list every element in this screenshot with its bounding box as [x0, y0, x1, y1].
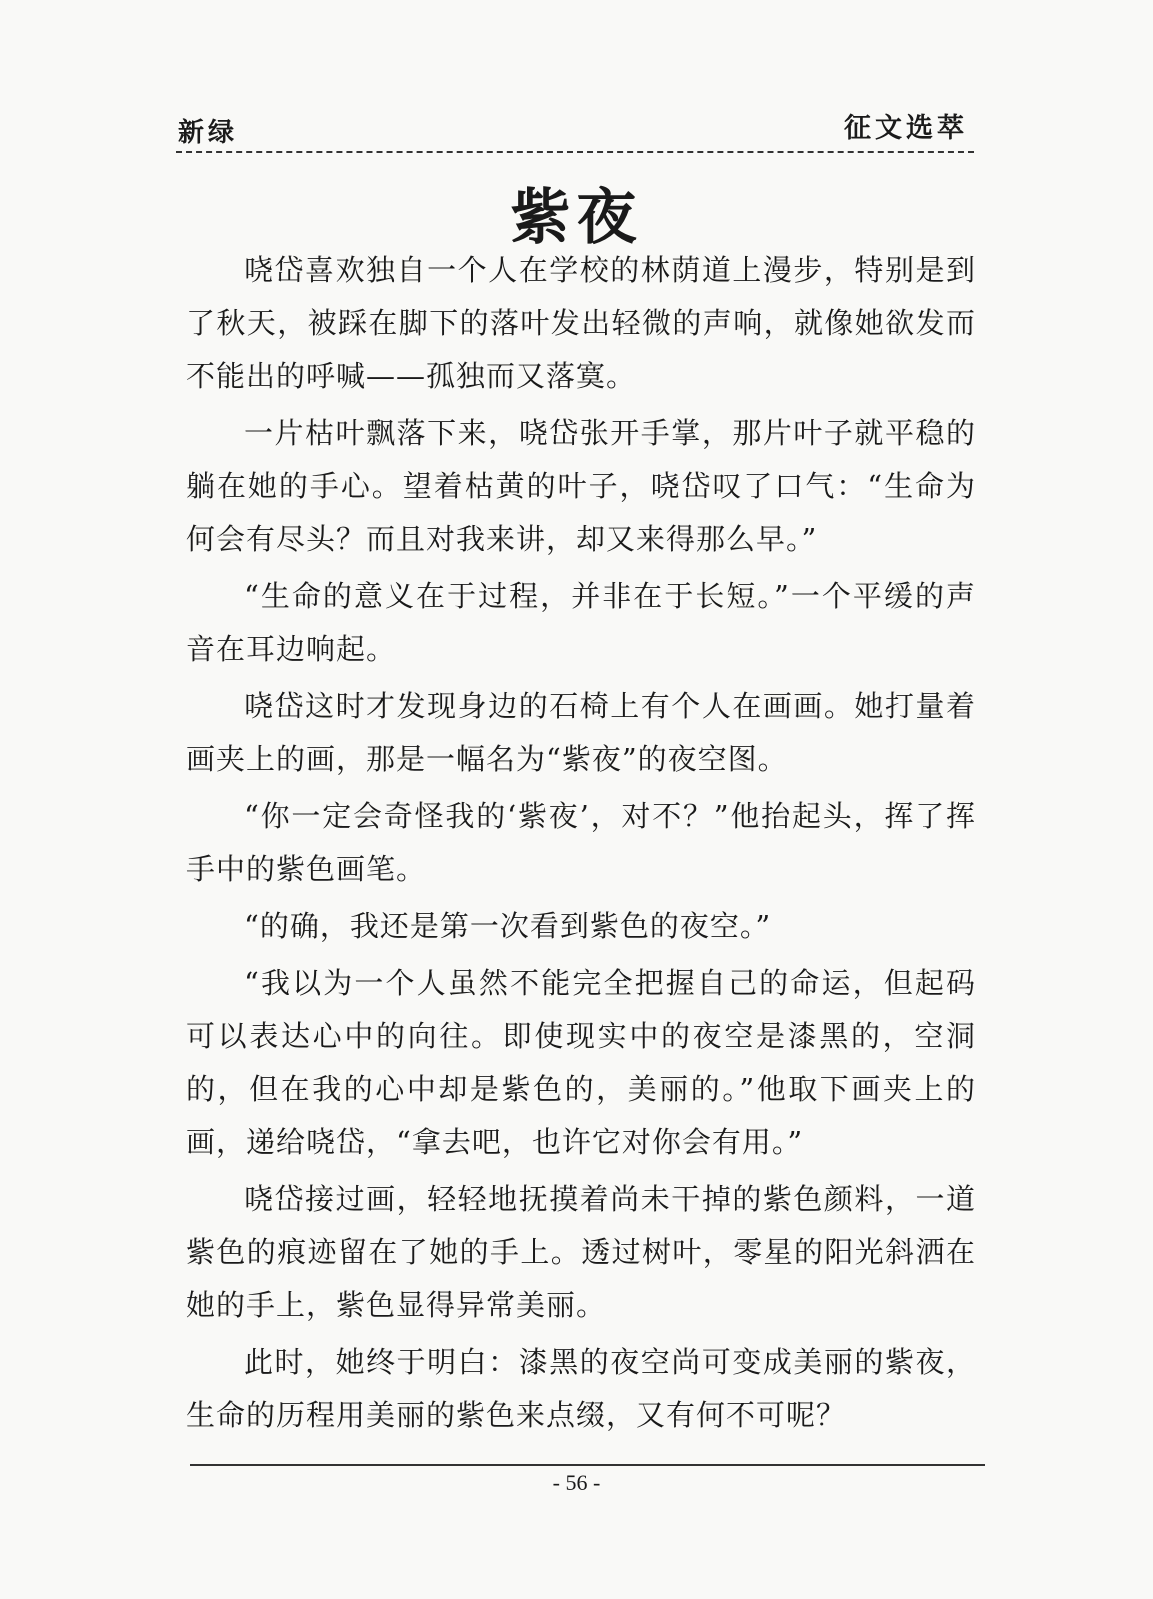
paragraph: 哓岱接过画，轻轻地抚摸着尚未干掉的紫色颜料，一道紫色的痕迹留在了她的手上。透过树叶，零星的阳光斜洒在她的手上，紫色显得异常美丽。: [186, 1182, 976, 1322]
paragraph: “生命的意义在于过程，并非在于长短。”一个平缓的声音在耳边响起。: [186, 579, 976, 666]
page-number: - 56 -: [552, 1470, 601, 1495]
article-title: 紫夜: [510, 183, 643, 253]
paragraph: “的确，我还是第一次看到紫色的夜空。”: [244, 909, 772, 943]
footer-divider: [190, 1464, 985, 1466]
paragraph: 此时，她终于明白：漆黑的夜空尚可变成美丽的紫夜，生命的历程用美丽的紫色来点缀，又有何不可呢？: [186, 1345, 976, 1432]
paragraph: “我以为一个人虽然不能完全把握自己的命运，但起码可以表达心中的向往。即使现实中的夜空是漆黑的，空洞的，但在我的心中却是紫色的，美丽的。”他取下画夹上的画，递给哓岱，“拿去吧，也许它对你会有用。”: [186, 966, 976, 1159]
paragraph: “你一定会奇怪我的‘紫夜’，对不？”他抬起头，挥了挥手中的紫色画笔。: [186, 799, 976, 886]
paragraph: 哓岱喜欢独自一个人在学校的林荫道上漫步，特别是到了秋天，被踩在脚下的落叶发出轻微的声响，就像她欲发而不能出的呼喊——孤独而又落寞。: [186, 253, 976, 393]
article-body: [186, 244, 976, 1446]
running-header-left: 新绿: [178, 118, 239, 148]
header-divider: [176, 151, 974, 153]
paragraph: 哓岱这时才发现身边的石椅上有个人在画画。她打量着画夹上的画，那是一幅名为“紫夜”的夜空图。: [186, 689, 976, 776]
paragraph: 一片枯叶飘落下来，哓岱张开手掌，那片叶子就平稳的躺在她的手心。望着枯黄的叶子，哓岱叹了口气：“生命为何会有尽头？而且对我来讲，却又来得那么早。”: [186, 416, 976, 556]
running-header-right: 征文选萃: [844, 113, 968, 144]
